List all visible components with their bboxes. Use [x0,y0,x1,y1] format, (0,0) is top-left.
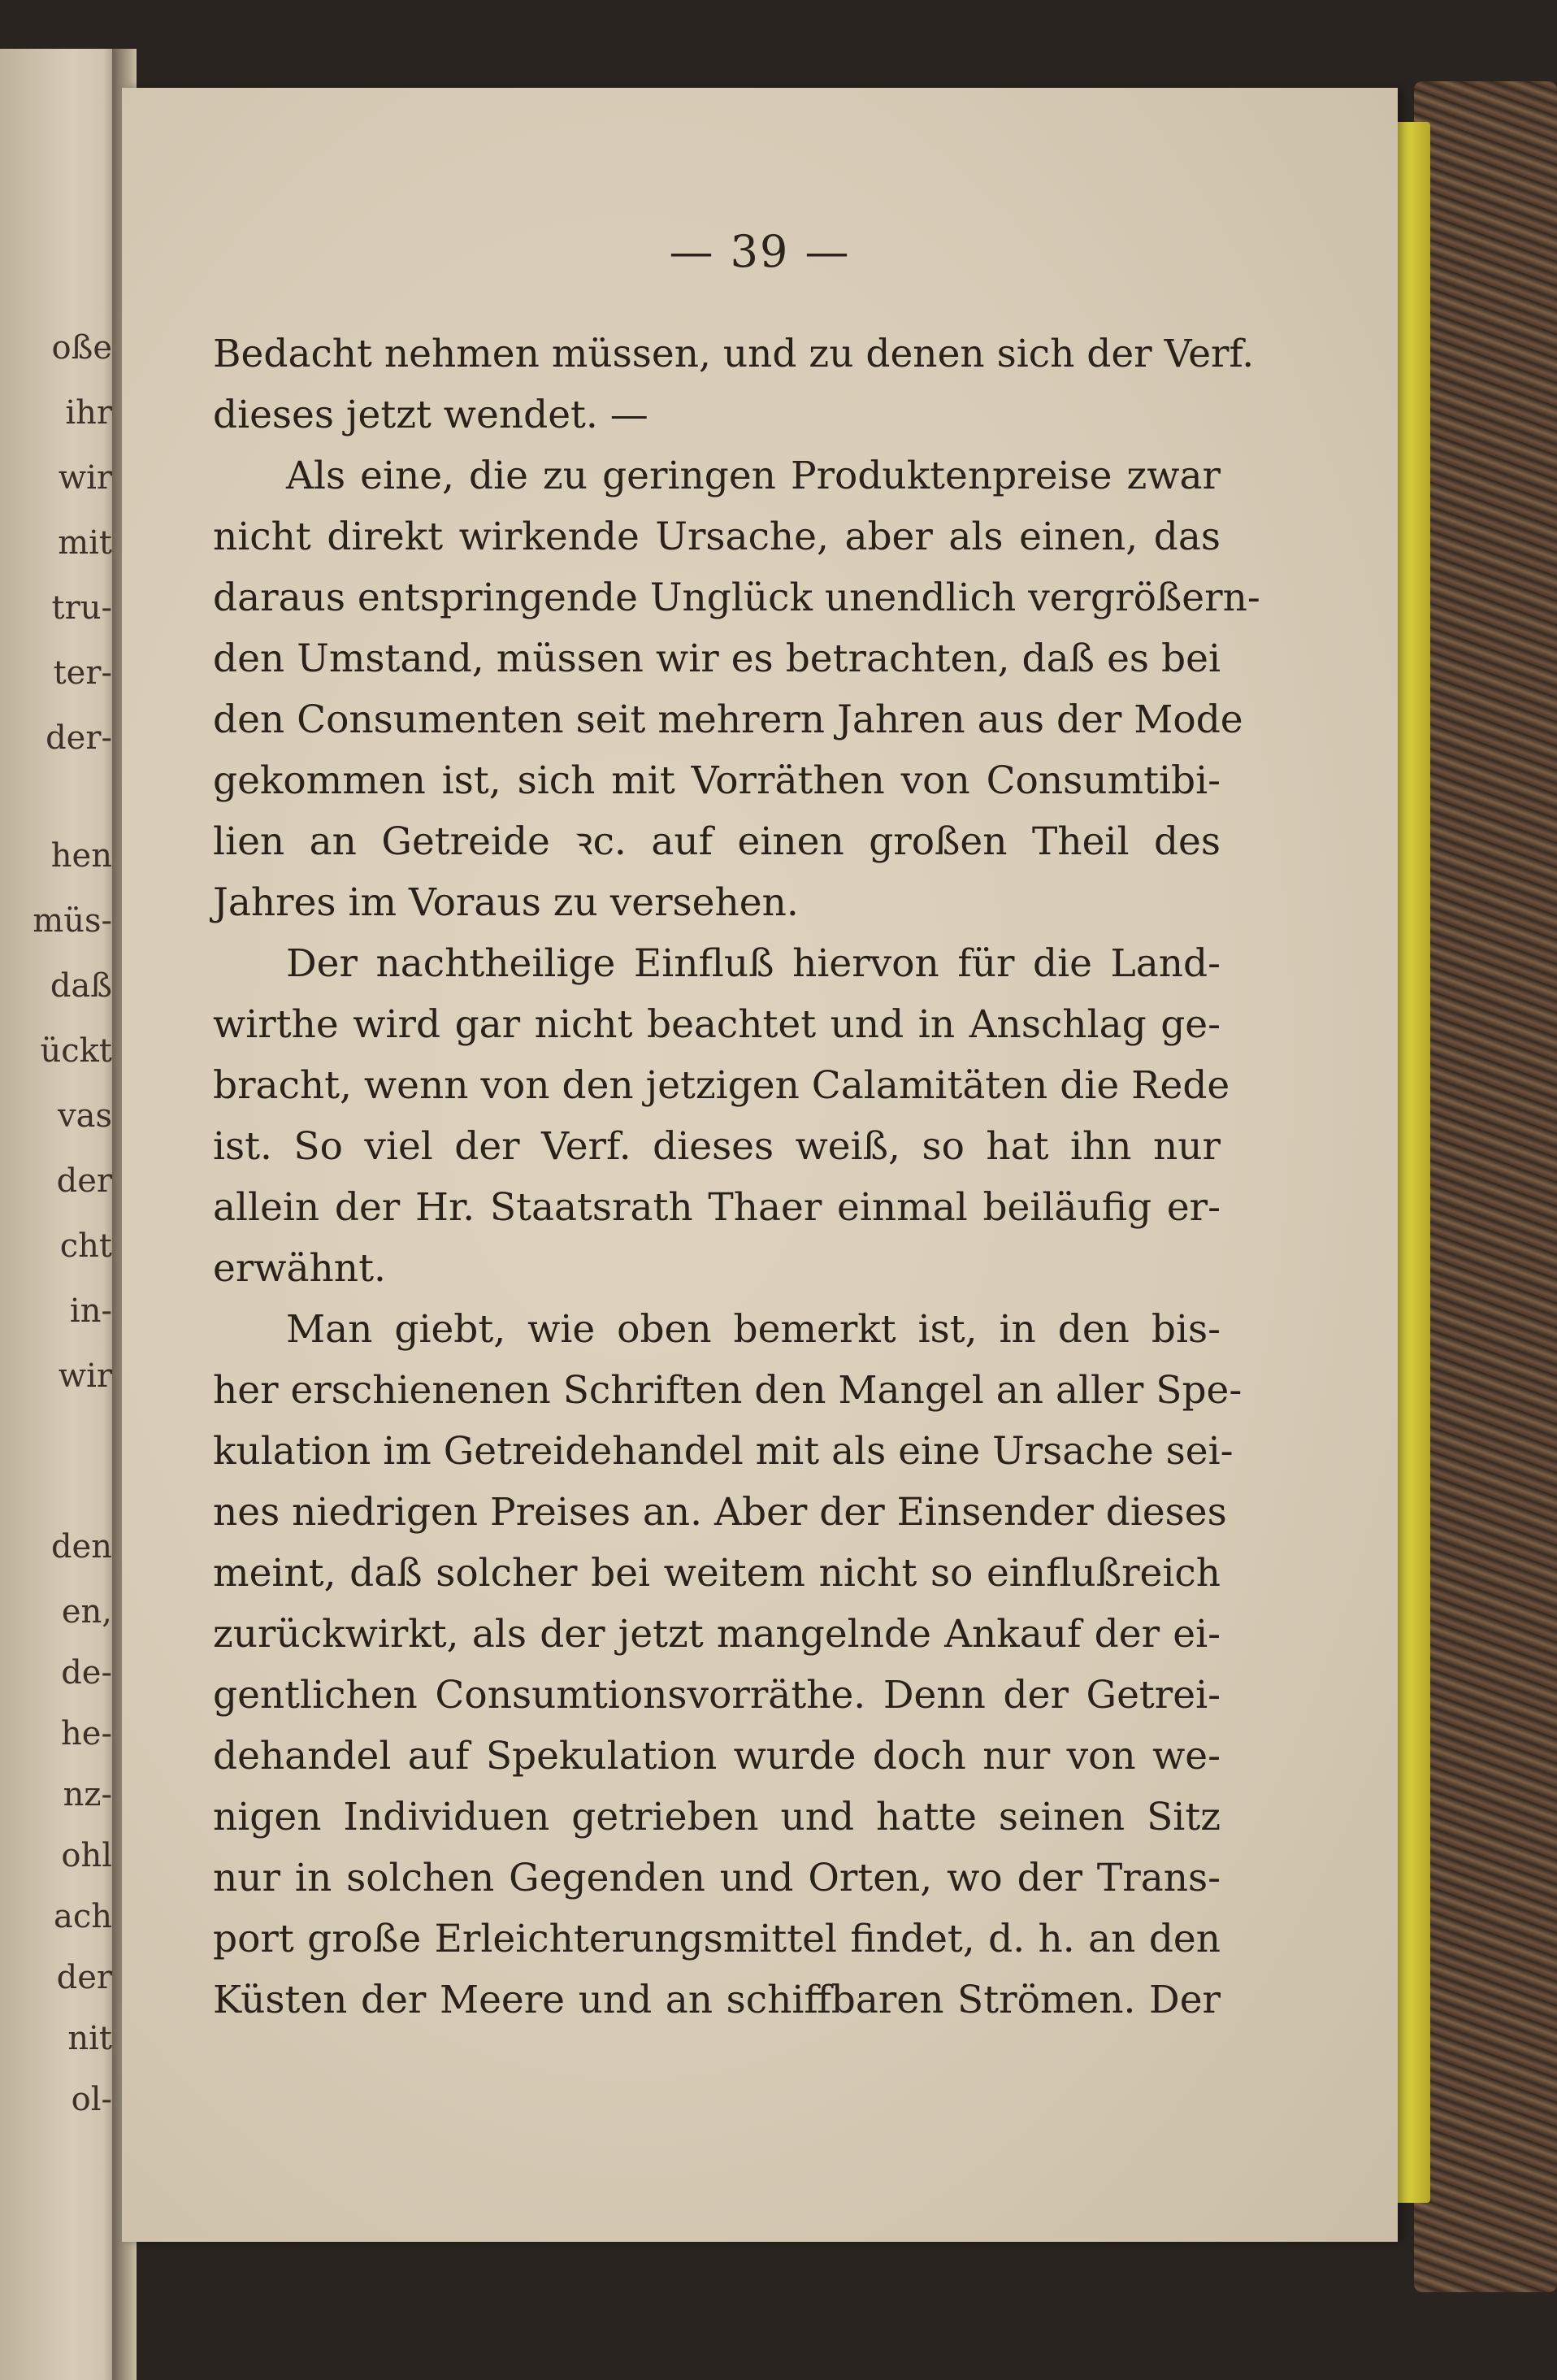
text-line: erwähnt. [213,1246,386,1291]
text-line: gentlichen Consumtionsvorräthe. Denn der Getrei- [213,1673,1221,1718]
left-page-line: den [50,1528,112,1566]
left-page-line: ohl [61,1837,112,1874]
text-line: Man giebt, wie oben bemerkt ist, in den bis- [286,1307,1221,1352]
left-page-line: hen [50,837,112,875]
left-page-fragment [0,49,122,2380]
left-page-line: müs- [33,902,112,940]
text-line: Der nachtheilige Einfluß hiervon für die Land- [286,941,1221,986]
left-page-line: nit [67,2020,112,2057]
left-page-line: he- [61,1715,112,1752]
text-line: lien an Getreide ꝛc. auf einen großen Theil des [213,819,1221,864]
text-line: her erschienenen Schriften den Mangel an aller Spe- [213,1368,1243,1413]
text-line: nur in solchen Gegenden und Orten, wo der Trans- [213,1856,1221,1900]
left-page-line: nz- [63,1776,112,1813]
text-line: den Consumenten seit mehrern Jahren aus der Mode [213,697,1243,742]
marbled-cover [1414,81,1557,2292]
left-page-line: ach [53,1898,112,1935]
left-page-line: der [56,1959,112,1996]
text-line: wirthe wird gar nicht beachtet und in Anschlag ge- [213,1002,1221,1047]
left-page-line: daß [50,967,112,1005]
text-line: den Umstand, müssen wir es betrachten, daß es bei [213,636,1221,681]
text-line: nes niedrigen Preises an. Aber der Einsender dieses [213,1490,1227,1535]
text-line: bracht, wenn von den jetzigen Calamitäten die Rede [213,1063,1230,1108]
text-line: daraus entspringende Unglück unendlich vergrößern- [213,575,1260,620]
left-page-line: cht [59,1227,112,1265]
left-page-line: en, [61,1593,112,1631]
page-number: — 39 — [669,226,851,277]
left-page-line: ihr [65,394,112,432]
left-page-line: vas [58,1097,112,1135]
text-line: Jahres im Voraus zu versehen. [213,880,799,925]
text-line: ist. So viel der Verf. dieses weiß, so hat ihn nur [213,1124,1221,1169]
left-page-line: ter- [53,654,112,692]
left-page-line: wir [58,1357,112,1395]
left-page-line: ückt [40,1032,112,1070]
text-line: zurückwirkt, als der jetzt mangelnde Ankauf der ei- [213,1612,1221,1657]
left-page-line: tru- [51,589,112,627]
text-line: port große Erleichterungsmittel findet, d. h. an den [213,1917,1221,1961]
text-line: nicht direkt wirkende Ursache, aber als einen, das [213,515,1221,559]
text-line: Bedacht nehmen müssen, und zu denen sich der Verf. [213,332,1255,376]
left-page-line: de- [61,1654,112,1692]
left-page-line: in- [69,1292,112,1330]
text-line: dieses jetzt wendet. — [213,393,648,437]
left-page-line: der- [46,719,112,757]
text-line: gekommen ist, sich mit Vorräthen von Consumtibi- [213,758,1221,803]
text-line: Als eine, die zu geringen Produktenpreise zwar [286,454,1221,498]
text-line: meint, daß solcher bei weitem nicht so einflußreich [213,1551,1221,1596]
left-page-line: oße [51,329,112,367]
text-line: nigen Individuen getrieben und hatte seinen Sitz [213,1795,1221,1839]
text-line: allein der Hr. Staatsrath Thaer einmal beiläufig er- [213,1185,1221,1230]
text-line: dehandel auf Spekulation wurde doch nur von we- [213,1734,1221,1778]
text-line: kulation im Getreidehandel mit als eine Ursache sei- [213,1429,1234,1474]
text-line: Küsten der Meere und an schiffbaren Strömen. Der [213,1978,1221,2022]
left-page-line: der [56,1162,112,1200]
left-page-line: wir [58,459,112,497]
left-page-line: mit [58,524,112,562]
left-page-line: ol- [71,2081,112,2118]
